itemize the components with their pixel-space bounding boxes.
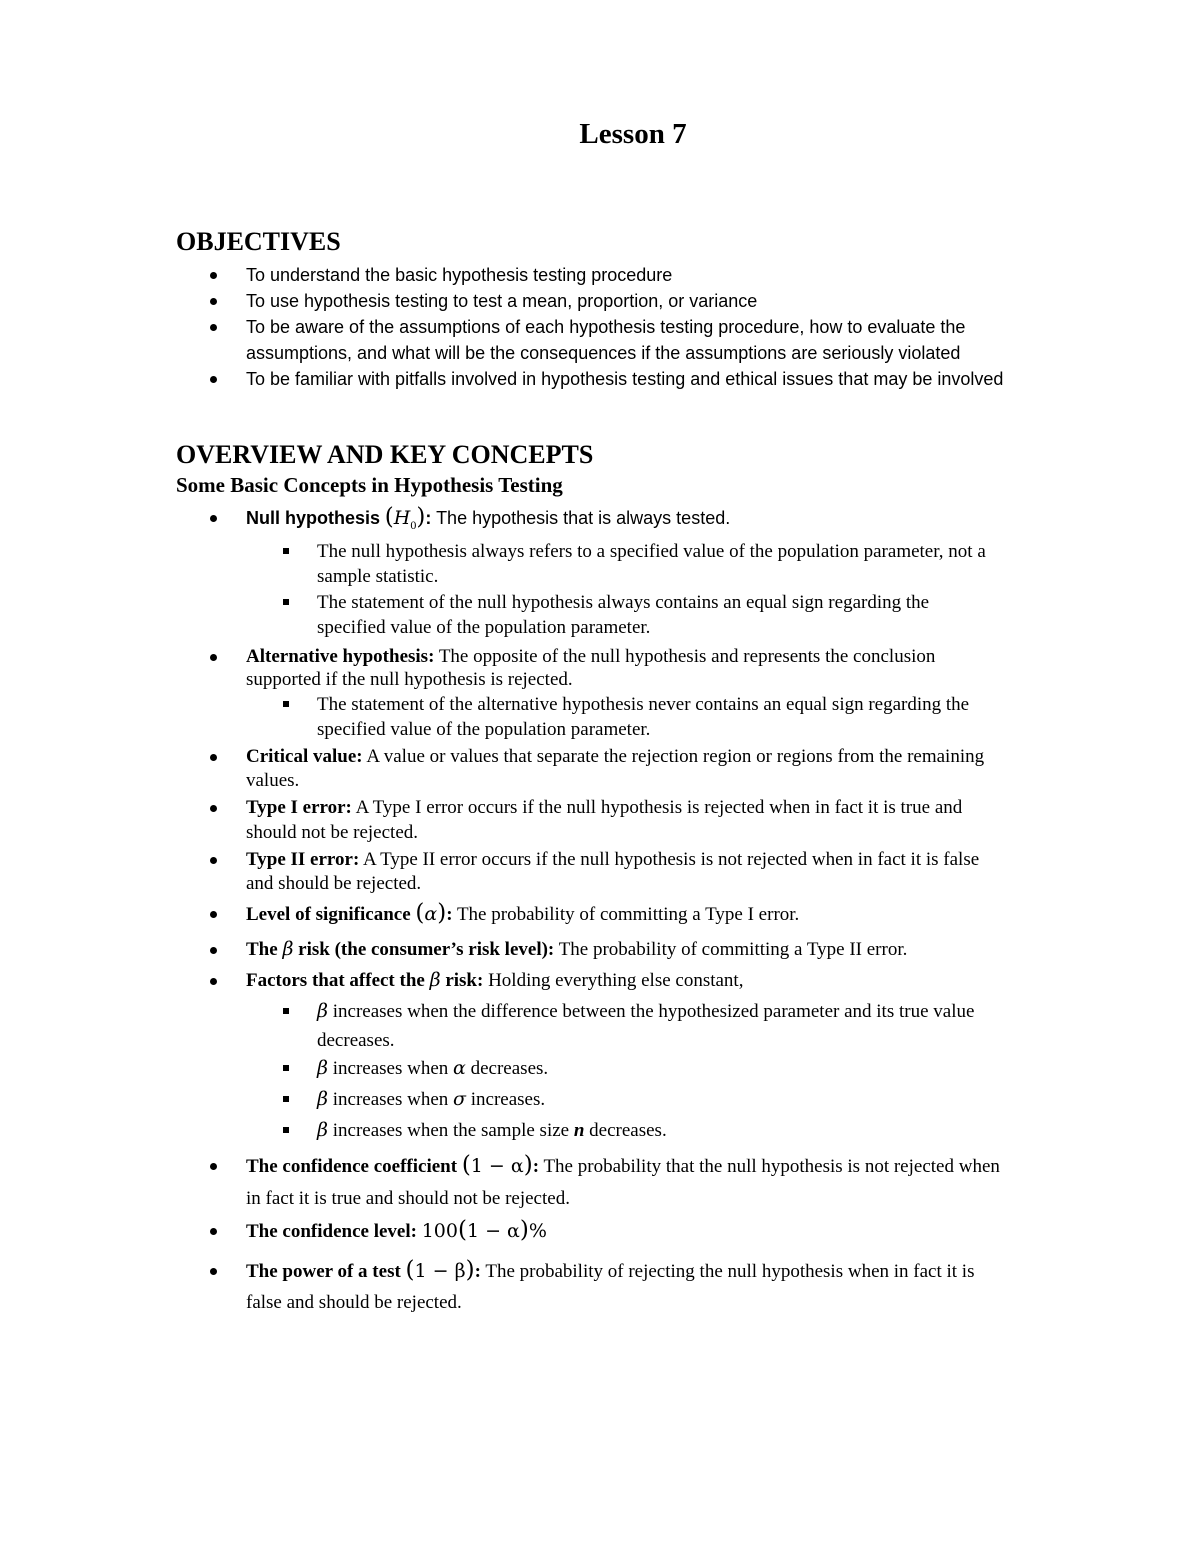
list-item-level-of-significance: Level of significance (α): The probability of committing a Type I error.: [246, 901, 1106, 927]
sub-list-item-continuation: specified value of the population parameter.: [317, 617, 651, 638]
square-bullet-icon: [283, 599, 289, 605]
bullet-icon: [210, 754, 217, 761]
bullet-icon: [210, 805, 217, 812]
bullet-icon: [210, 515, 217, 522]
bullet-icon: [210, 324, 217, 331]
bullet-icon: [210, 654, 217, 661]
square-bullet-icon: [283, 1096, 289, 1102]
sub-list-item: β increases when the sample size n decreases.: [317, 1118, 1097, 1143]
bullet-icon: [210, 376, 217, 383]
list-item-factors-beta-risk: Factors that affect the β risk: Holding everything else constant,: [246, 968, 1106, 993]
list-item-type-ii-error: Type II error: A Type II error occurs if the null hypothesis is not rejected when in fact it is false: [246, 847, 1106, 872]
sub-list-item: The statement of the null hypothesis always contains an equal sign regarding the: [317, 590, 1097, 615]
bullet-icon: [210, 911, 217, 918]
square-bullet-icon: [283, 1008, 289, 1014]
list-item-confidence-level: The confidence level: 100(1 − α)%: [246, 1218, 1106, 1244]
sub-list-item-continuation: sample statistic.: [317, 566, 439, 587]
bullet-icon: [210, 272, 217, 279]
list-item: To be familiar with pitfalls involved in hypothesis testing and ethical issues that may be involved: [246, 366, 1106, 392]
list-item-continuation: false and should be rejected.: [246, 1292, 462, 1313]
bullet-icon: [210, 1163, 217, 1170]
list-item-continuation: supported if the null hypothesis is rejected.: [246, 669, 573, 690]
sub-list-item: The null hypothesis always refers to a specified value of the population parameter, not a: [317, 539, 1097, 564]
bullet-icon: [210, 298, 217, 305]
section-subheading: Some Basic Concepts in Hypothesis Testing: [176, 473, 563, 497]
list-item-null-hypothesis: Null hypothesis $(H_0)$: The hypothesis that is always tested.: [246, 505, 1106, 538]
bullet-icon: [210, 978, 217, 985]
list-item-critical-value: Critical value: A value or values that separate the rejection region or regions from the remaining: [246, 744, 1106, 769]
bullet-icon: [210, 947, 217, 954]
bullet-icon: [210, 1268, 217, 1275]
list-item-beta-risk: The β risk (the consumer’s risk level): The probability of committing a Type II error.: [246, 937, 1106, 962]
square-bullet-icon: [283, 548, 289, 554]
list-item-continuation: values.: [246, 770, 300, 791]
list-item-continuation: assumptions, and what will be the consequences if the assumptions are seriously violated: [246, 343, 961, 363]
list-item: To be aware of the assumptions of each hypothesis testing procedure, how to evaluate the: [246, 314, 1106, 340]
sub-list-item: The statement of the alternative hypothesis never contains an equal sign regarding the: [317, 692, 1097, 717]
objectives-heading: OBJECTIVES: [176, 227, 341, 256]
list-item-alternative-hypothesis: Alternative hypothesis: The opposite of the null hypothesis and represents the conclusion: [246, 644, 1106, 669]
square-bullet-icon: [283, 1127, 289, 1133]
bullet-icon: [210, 857, 217, 864]
list-item-continuation: and should be rejected.: [246, 873, 422, 894]
square-bullet-icon: [283, 701, 289, 707]
list-item-type-i-error: Type I error: A Type I error occurs if the null hypothesis is rejected when in fact it is true and: [246, 795, 1106, 820]
list-item-confidence-coefficient: The confidence coefficient (1 − α): The probability that the null hypothesis is not rejected when: [246, 1153, 1106, 1179]
list-item-continuation: in fact it is true and should not be rejected.: [246, 1188, 570, 1209]
sub-list-item-continuation: specified value of the population parameter.: [317, 719, 651, 740]
list-item-power-of-test: The power of a test (1 − β): The probability of rejecting the null hypothesis when in fact it is: [246, 1258, 1106, 1284]
sub-list-item: β increases when σ increases.: [317, 1087, 1097, 1112]
overview-heading: OVERVIEW AND KEY CONCEPTS: [176, 440, 594, 469]
list-item: To use hypothesis testing to test a mean, proportion, or variance: [246, 288, 1106, 314]
sub-list-item-continuation: decreases.: [317, 1030, 395, 1051]
list-item: To understand the basic hypothesis testing procedure: [246, 262, 1106, 288]
page-title: Lesson 7: [579, 118, 687, 150]
sub-list-item: β increases when α decreases.: [317, 1056, 1097, 1081]
square-bullet-icon: [283, 1065, 289, 1071]
list-item-continuation: should not be rejected.: [246, 822, 419, 843]
sub-list-item: β increases when the difference between the hypothesized parameter and its true value: [317, 999, 1097, 1024]
bullet-icon: [210, 1228, 217, 1235]
